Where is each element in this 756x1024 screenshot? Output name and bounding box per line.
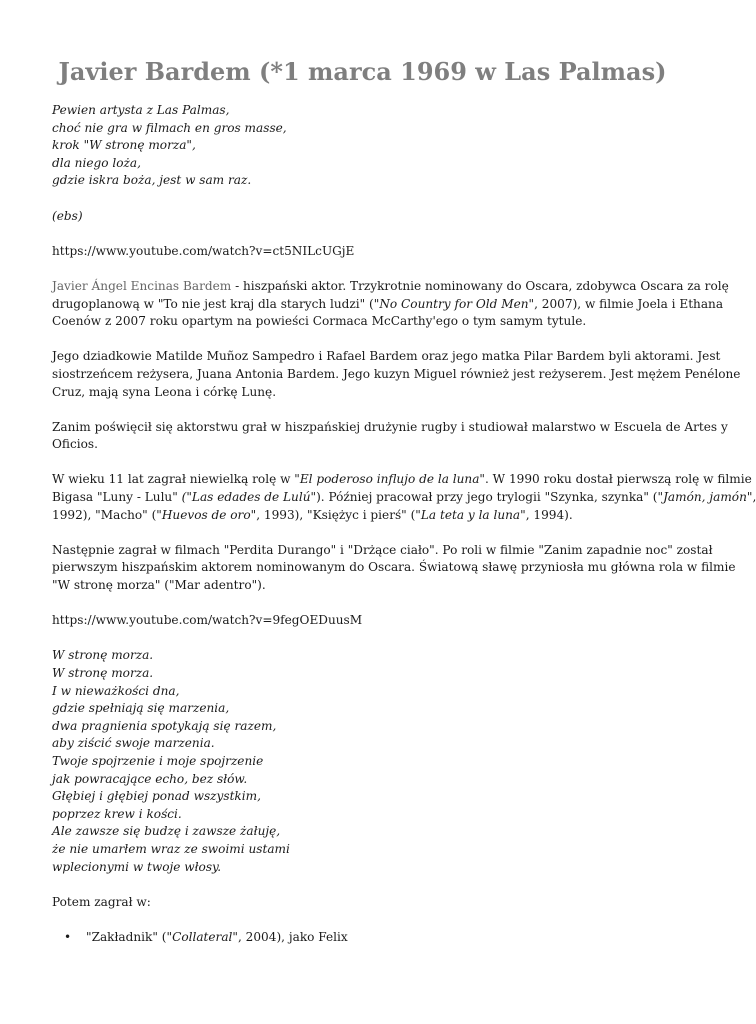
paragraph-text: ", xyxy=(746,490,756,505)
bio-text: Coenów z 2007 roku opartym na powieści Cormaca McCarthy'ego o tym samym tytule. xyxy=(52,314,587,329)
paragraph-text: ", 1994). xyxy=(520,507,573,522)
bio-text: drugoplanową w "To nie jest kraj dla starych ludzi" (" xyxy=(52,296,380,311)
poem-line: choć nie gra w filmach en gros masse, xyxy=(52,120,287,135)
film-title: La teta y la luna xyxy=(420,507,521,522)
poem-line: dla niego loża, xyxy=(52,155,141,170)
poem-line: Ale zawsze się budzę i zawsze żałuję, xyxy=(52,824,281,839)
poem-line: Głębiej i głębiej ponad wszystkim, xyxy=(52,789,261,804)
paragraph-line: pierwszym hiszpańskim aktorem nominowanym do Oscara. Światową sławę przyniosła mu główna rola w filmie xyxy=(52,560,736,575)
poem-line: W stronę morza. xyxy=(52,666,154,680)
film-title: Jamón, jamón xyxy=(663,490,747,505)
paragraph-line: Następnie zagrał w filmach "Perdita Durango" i "Drżące ciało". Po roli w filmie "Zanim zapadnie noc" został xyxy=(52,542,713,557)
poem-line: Pewien artysta z Las Palmas, xyxy=(52,103,230,117)
list-item-text: ", 2004), jako Felix xyxy=(232,929,348,944)
later-career-paragraph xyxy=(52,542,736,595)
paragraph-line: siostrzeńcem reżysera, Juana Antonia Bardem. Jego kuzyn Miguel również jest reżyserem. Jest mężem Penélone xyxy=(52,366,741,381)
film-title: No Country for Old Men xyxy=(379,296,529,311)
paragraph-line: Cruz, mają syna Leona i córkę Lunę. xyxy=(52,384,277,399)
paragraph-line: "W stronę morza" ("Mar adentro"). xyxy=(52,578,266,593)
paragraph-line: Zanim poświęcił się aktorstwu grał w hiszpańskiej drużynie rugby i studiował malarstwo w Escuela de Artes y xyxy=(52,419,728,434)
paragraph-text: Bigasa "Luny - Lulu" xyxy=(52,490,182,505)
poem-line: że nie umarłem wraz ze swoimi ustami xyxy=(52,841,290,856)
poem-line: jak powracające echo, bez słów. xyxy=(52,771,248,786)
paragraph-text: ". W 1990 roku dostał pierwszą rolę w filmie xyxy=(479,472,752,487)
song-lyrics xyxy=(52,647,677,876)
poem-line: I w nieważkości dna, xyxy=(52,683,180,698)
films-intro: Potem zagrał w: xyxy=(52,894,151,909)
paragraph-line: Jego dziadkowie Matilde Muñoz Sampedro i Rafael Bardem oraz jego matka Pilar Bardem byli aktorami. Jest xyxy=(52,349,721,364)
film-title: El poderoso influjo de la luna xyxy=(299,472,480,487)
list-item-text: "Zakładnik" (" xyxy=(86,929,173,944)
youtube-link-2[interactable]: https://www.youtube.com/watch?v=9fegOEDuusM xyxy=(52,613,363,628)
actor-name-link[interactable]: Javier Ángel Encinas Bardem xyxy=(52,278,232,293)
bio-paragraph xyxy=(52,278,729,331)
page-title: Javier Bardem (*1 marca 1969 w Las Palmas) xyxy=(58,57,667,86)
youtube-link-1[interactable]: https://www.youtube.com/watch?v=ct5NILcUGjE xyxy=(52,243,355,258)
poem-line: gdzie spełniają się marzenia, xyxy=(52,701,230,716)
bio-text: - hiszpański aktor. Trzykrotnie nominowany do Oscara, zdobywca Oscara za rolę xyxy=(231,278,729,293)
film-title: Collateral xyxy=(172,929,233,944)
poem-line: dwa pragnienia spotykają się razem, xyxy=(52,718,277,733)
poem-line: poprzez krew i kości. xyxy=(52,806,182,821)
poem-line: krok "W stronę morza", xyxy=(52,138,196,153)
film-title: Huevos de oro xyxy=(161,507,251,522)
poem-line: gdzie iskra boża, jest w sam raz. xyxy=(52,173,252,188)
poem-line: Twoje spojrzenie i moje spojrzenie xyxy=(52,753,264,768)
article-body xyxy=(52,102,756,947)
paragraph-text: ", 1993), "Księżyc i pierś" (" xyxy=(250,507,421,522)
family-paragraph xyxy=(52,348,741,401)
paragraph-line: Oficios. xyxy=(52,437,98,452)
career-paragraph xyxy=(52,471,756,524)
opening-poem xyxy=(52,102,677,190)
poem-line: W stronę morza. xyxy=(52,648,154,663)
bio-text: ", 2007), w filmie Joela i Ethana xyxy=(528,296,724,311)
poem-line: wplecionymi w twoje włosy. xyxy=(52,859,222,874)
paragraph-text: "). Później pracował przy jego trylogii "Szynka, szynka" (" xyxy=(310,490,664,505)
rugby-paragraph xyxy=(52,419,728,454)
film-title: ("Las edades de Lulú xyxy=(181,490,311,505)
film-list xyxy=(52,929,677,947)
paragraph-text: 1992), "Macho" (" xyxy=(52,507,162,522)
author-signature: (ebs) xyxy=(52,208,83,223)
poem-line: aby ziścić swoje marzenia. xyxy=(52,736,215,751)
list-item xyxy=(52,929,677,947)
paragraph-text: W wieku 11 lat zagrał niewielką rolę w " xyxy=(52,472,300,487)
